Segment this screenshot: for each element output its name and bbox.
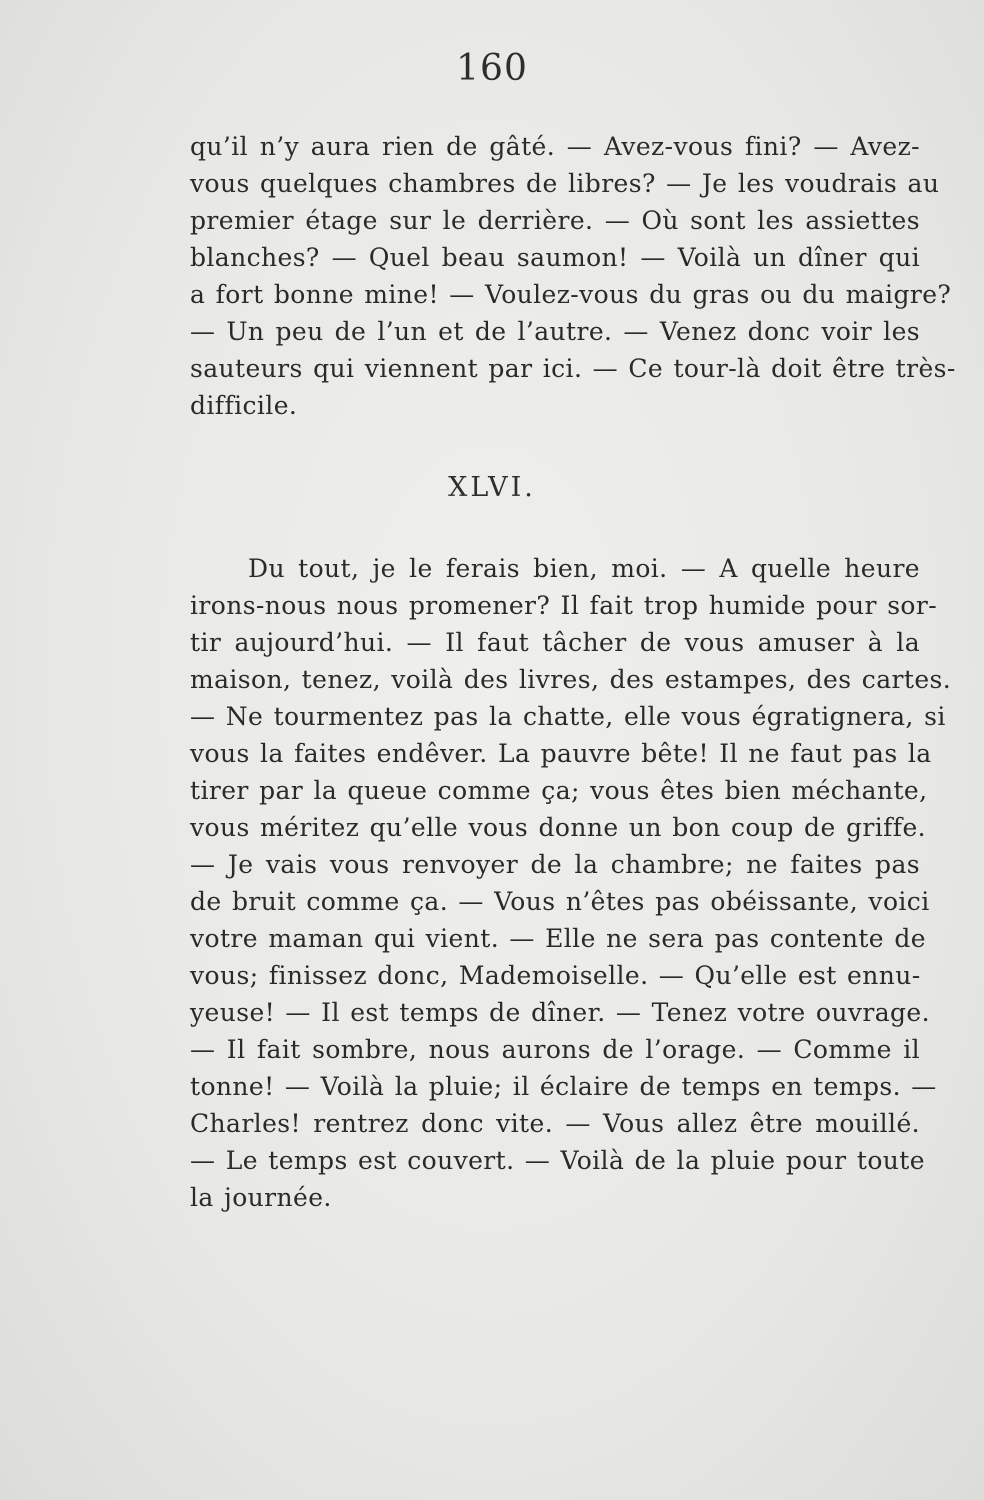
section-heading: XLVI.: [448, 472, 536, 503]
text-line: — Je vais vous renvoyer de la chambre; ne faites pas: [190, 850, 920, 879]
text-line: yeuse! — Il est temps de dîner. — Tenez votre ouvrage.: [190, 998, 930, 1027]
text-line: tonne! — Voilà la pluie; il éclaire de temps en temps. —: [190, 1072, 937, 1101]
text-line: vous la faites endêver. La pauvre bête! Il ne faut pas la: [190, 739, 932, 768]
page-number: 160: [456, 48, 528, 89]
text-line: maison, tenez, voilà des livres, des estampes, des cartes.: [190, 665, 952, 694]
text-line: la journée.: [190, 1183, 332, 1212]
text-line: votre maman qui vient. — Elle ne sera pas contente de: [190, 924, 926, 953]
text-line: vous; finissez donc, Mademoiselle. — Qu’elle est ennu-: [190, 961, 921, 990]
text-line: Charles! rentrez donc vite. — Vous allez être mouillé.: [190, 1109, 920, 1138]
text-line: tir aujourd’hui. — Il faut tâcher de vous amuser à la: [190, 628, 920, 657]
text-line: vous quelques chambres de libres? — Je les voudrais au: [190, 169, 940, 198]
text-line: tirer par la queue comme ça; vous êtes bien méchante,: [190, 776, 928, 805]
text-line: sauteurs qui viennent par ici. — Ce tour-là doit être très-: [190, 354, 956, 383]
text-line: blanches? — Quel beau saumon! — Voilà un dîner qui: [190, 243, 920, 272]
text-line: qu’il n’y aura rien de gâté. — Avez-vous fini? — Avez-: [190, 132, 920, 161]
text-line: a fort bonne mine! — Voulez-vous du gras ou du maigre?: [190, 280, 952, 309]
text-line: premier étage sur le derrière. — Où sont les assiettes: [190, 206, 920, 235]
text-line: irons-nous nous promener? Il fait trop humide pour sor-: [190, 591, 938, 620]
text-line: — Il fait sombre, nous aurons de l’orage. — Comme il: [190, 1035, 920, 1064]
paragraph-continued: [190, 128, 956, 424]
text-line: — Ne tourmentez pas la chatte, elle vous égratignera, si: [190, 702, 946, 731]
text-line: Du tout, je le ferais bien, moi. — A quelle heure: [248, 554, 920, 583]
text-line: — Le temps est couvert. — Voilà de la pluie pour toute: [190, 1146, 925, 1175]
paragraph-section-xlvi: [190, 550, 952, 1216]
text-line: difficile.: [190, 391, 298, 420]
text-line: de bruit comme ça. — Vous n’êtes pas obéissante, voici: [190, 887, 930, 916]
text-line: — Un peu de l’un et de l’autre. — Venez donc voir les: [190, 317, 920, 346]
text-line: vous méritez qu’elle vous donne un bon coup de griffe.: [190, 813, 926, 842]
